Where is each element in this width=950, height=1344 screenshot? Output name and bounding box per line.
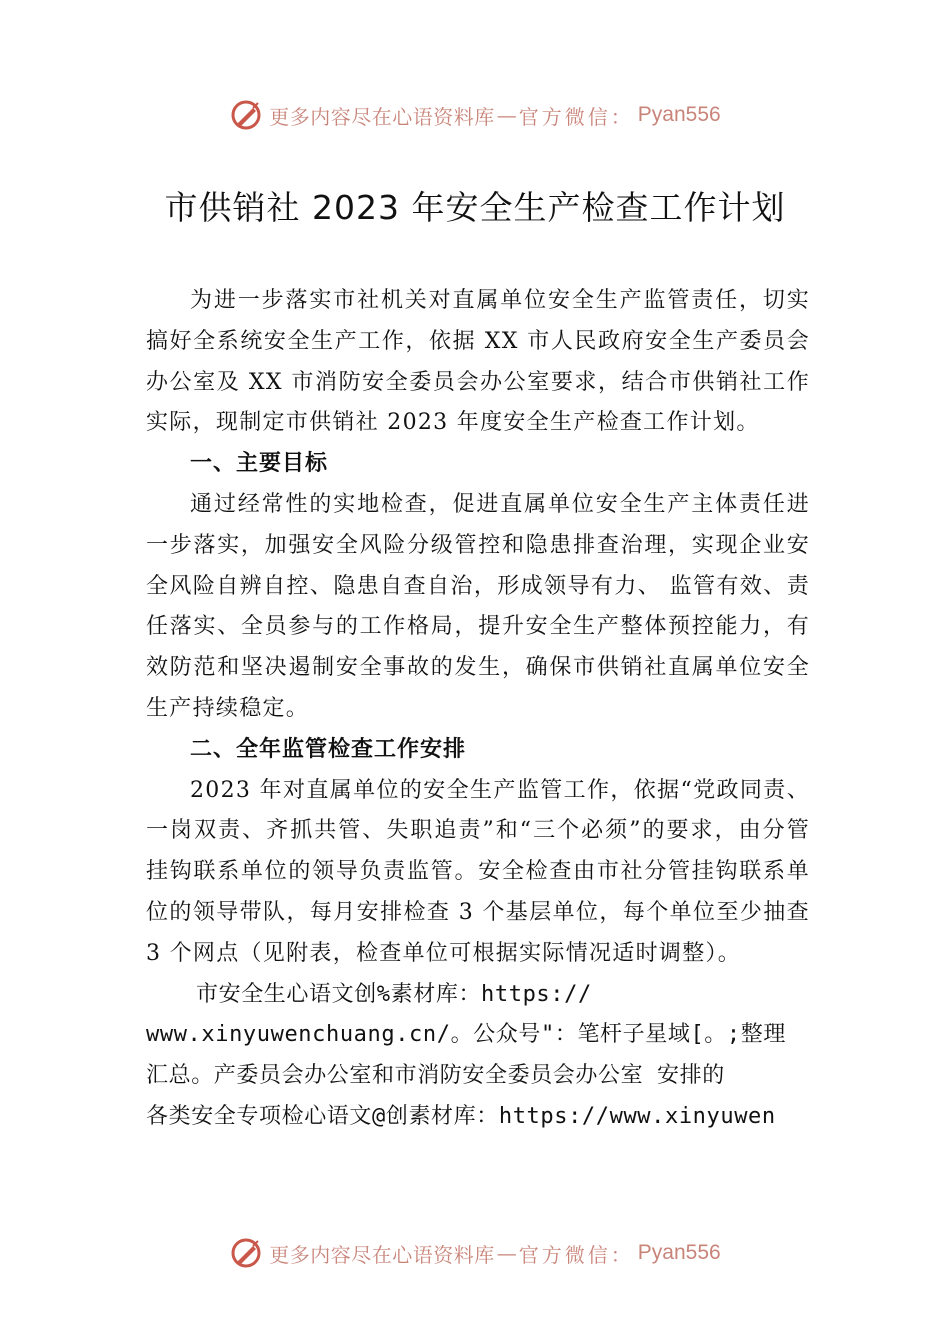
section-heading-2: 二、全年监管检查工作安排: [190, 736, 467, 762]
watermark-text: 更多内容尽在心语资料库: [269, 104, 495, 129]
watermark-banner-bottom: [0, 1233, 950, 1273]
tail-line-4: 各类安全专项检心语文@创素材库：https://www.xinyuwen: [146, 1103, 776, 1129]
section-heading-1: 一、主要目标: [190, 451, 329, 477]
tail-line-2: www.xinyuwenchuang.cn/。公众号"：笔杆子星域[。;整理: [146, 1022, 786, 1048]
tail-line-1: 市安全生心语文创%素材库：https://: [196, 981, 592, 1007]
intro-paragraph: 为进一步落实市社机关对直属单位安全生产监管责任，切实搞好全系统安全生产工作，依据 XX 市人民政府安全生产委员会办公室及 XX 市消防安全委员会办公室要求，结合市供销社工作实际，现制定市供销社 2023 年度安全生产检查工作计划。: [146, 288, 810, 436]
watermark-label: 官方微信：: [518, 1242, 634, 1267]
watermark-banner-top: [0, 95, 950, 135]
watermark-contact: Pyan556: [637, 103, 721, 126]
watermark-text: 更多内容尽在心语资料库: [269, 1242, 495, 1267]
document-body: [146, 281, 810, 1138]
watermark-separator: —: [496, 103, 517, 127]
tail-line-3: 汇总。产委员会办公室和市消防安全委员会办公室 安排的: [146, 1063, 725, 1089]
document-title: 市供销社 2023 年安全生产检查工作计划: [164, 188, 786, 227]
watermark-label: 官方微信：: [518, 104, 634, 129]
watermark-contact: Pyan556: [637, 1241, 721, 1264]
section-2-paragraph: 2023 年对直属单位的安全生产监管工作，依据“党政同责、一岗双责、齐抓共管、失职追责”和“三个必须”的要求，由分管挂钩联系单位的领导负责监管。安全检查由市社分管挂钩联系单位的领导带队，每月安排检查 3 个基层单位，每个单位至少抽查 3 个网点（见附表，检查单位可根据实际情况适时调整）。: [146, 777, 810, 966]
pen-logo-icon: [229, 98, 263, 132]
watermark-separator: —: [496, 1241, 517, 1265]
section-1-paragraph: 通过经常性的实地检查，促进直属单位安全生产主体责任进一步落实，加强安全风险分级管控和隐患排查治理，实现企业安全风险自辨自控、隐患自查自治，形成领导有力、 监管有效、责任落实、全员参与的工作格局，提升安全生产整体预控能力，有效防范和坚决遏制安全事故的发生，确保市供销社直属单位安全生产持续稳定。: [146, 491, 810, 721]
pen-logo-icon: [229, 1236, 263, 1270]
